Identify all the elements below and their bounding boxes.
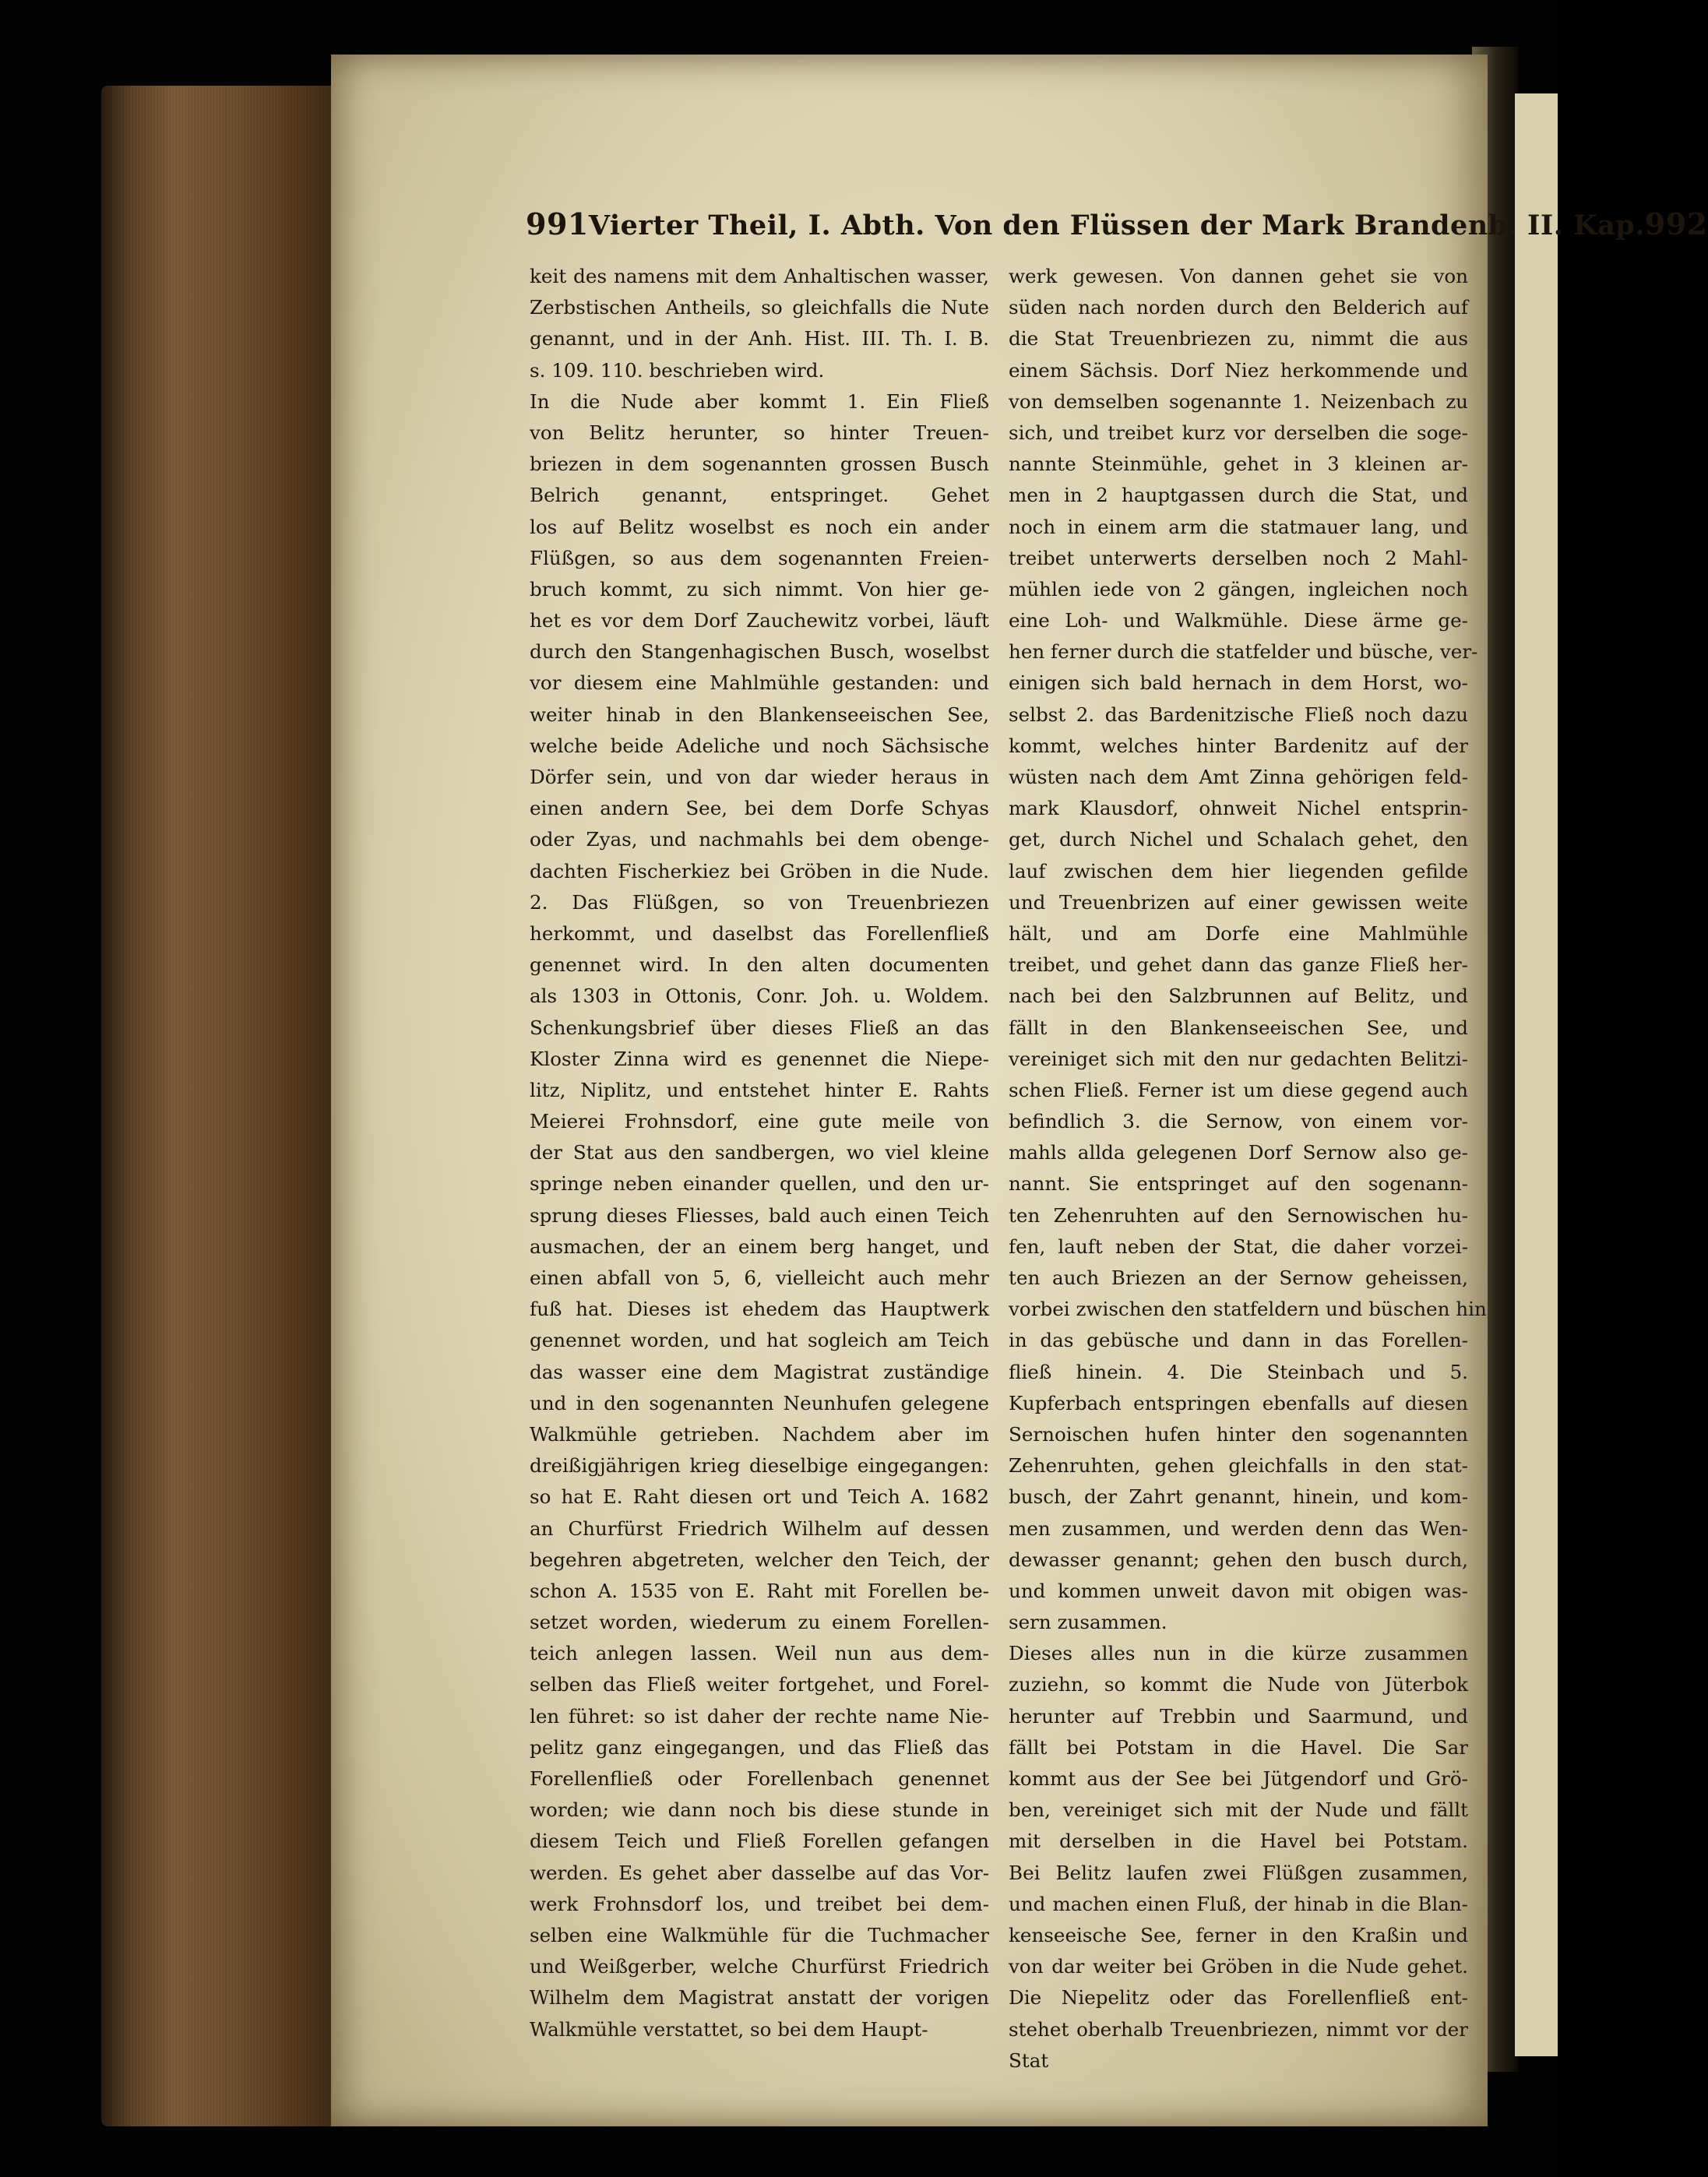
text-line: dachten Fischerkiez bei Gröben in die Nude. (530, 859, 989, 882)
text-line: nannt. Sie entspringet auf den sogenann- (1009, 1172, 1468, 1196)
text-line: fließ hinein. 4. Die Steinbach und 5. (1009, 1360, 1468, 1383)
text-line: einigen sich bald hernach in dem Horst, wo- (1009, 671, 1468, 695)
text-line: selbst 2. das Bardenitzische Fließ noch dazu (1009, 703, 1468, 726)
text-line: Zehenruhten, gehen gleichfalls in den stat- (1009, 1454, 1468, 1478)
text-line: springe neben einander quellen, und den ur- (530, 1172, 989, 1196)
text-line: vorbei zwischen den statfeldern und büschen hin (1009, 1298, 1487, 1321)
text-line: kommt, welches hinter Bardenitz auf der (1009, 734, 1468, 757)
text-line: schen Fließ. Ferner ist um diese gegend auch (1009, 1078, 1468, 1101)
text-line: ben, vereiniget sich mit der Nude und fällt (1009, 1798, 1468, 1822)
text-line: Stat (1009, 2048, 1049, 2072)
page-number-right: 992 (1644, 206, 1708, 241)
facing-page-edge (1515, 93, 1558, 2056)
text-line: Meierei Frohnsdorf, eine gute meile von (530, 1110, 989, 1133)
text-line: selben eine Walkmühle für die Tuchmacher (530, 1923, 989, 1946)
page-header (526, 206, 1708, 241)
text-line: befindlich 3. die Sernow, von einem vor- (1009, 1110, 1468, 1133)
text-line: teich anlegen lassen. Weil nun aus dem- (530, 1642, 989, 1665)
text-line: busch, der Zahrt genannt, hinein, und kom- (1009, 1485, 1468, 1509)
text-line: Kupferbach entspringen ebenfalls auf diesen (1009, 1391, 1468, 1414)
text-line: worden; wie dann noch bis diese stunde in (530, 1798, 989, 1822)
text-line: wüsten nach dem Amt Zinna gehörigen feld- (1009, 766, 1468, 788)
text-line: der Stat aus den sandbergen, wo viel kleine (530, 1141, 989, 1164)
text-line: het es vor dem Dorf Zauchewitz vorbei, läuft (530, 609, 989, 632)
text-line: dewasser genannt; gehen den busch durch, (1009, 1548, 1468, 1571)
text-line: als 1303 in Ottonis, Conr. Joh. u. Woldem. (530, 985, 989, 1008)
text-line: setzet worden, wiederum zu einem Forellen- (530, 1611, 989, 1634)
text-line: vereiniget sich mit den nur gedachten Belitzi- (1009, 1047, 1468, 1070)
text-line: eine Loh- und Walkmühle. Diese ärme ge- (1009, 609, 1468, 632)
text-line: an Churfürst Friedrich Wilhelm auf dessen (530, 1517, 989, 1540)
text-line: Walkmühle verstattet, so bei dem Haupt- (530, 2017, 928, 2041)
text-line: get, durch Nichel und Schalach gehet, den (1009, 828, 1468, 851)
text-line: len führet: so ist daher der rechte name Nie- (530, 1704, 989, 1728)
text-line: s. 109. 110. beschrieben wird. (530, 358, 825, 382)
text-line: von demselben sogenannte 1. Neizenbach zu (1009, 389, 1468, 413)
text-line: fällt bei Potstam in die Havel. Die Sar (1009, 1735, 1468, 1759)
text-line: und in den sogenannten Neunhufen gelegene (530, 1391, 989, 1414)
text-line: das wasser eine dem Magistrat zuständige (530, 1360, 989, 1383)
text-line: treibet unterwerts derselben noch 2 Mahl- (1009, 546, 1468, 569)
text-line: begehren abgetreten, welcher den Teich, der (530, 1548, 989, 1571)
text-line: pelitz ganz eingegangen, und das Fließ das (530, 1735, 989, 1759)
text-line: herkommt, und daselbst das Forellenfließ (530, 921, 989, 945)
text-line: einem Sächsis. Dorf Niez herkommende und (1009, 358, 1468, 382)
text-line: herunter auf Trebbin und Saarmund, und (1009, 1704, 1468, 1728)
text-line: genannt, und in der Anh. Hist. III. Th. I. B. (530, 327, 989, 351)
text-line: nannte Steinmühle, gehet in 3 kleinen ar- (1009, 453, 1468, 476)
text-line: mühlen iede von 2 gängen, ingleichen noch (1009, 577, 1468, 601)
text-line: mark Klausdorf, ohnweit Nichel entsprin- (1009, 797, 1468, 820)
text-line: süden nach norden durch den Belderich auf (1009, 296, 1468, 319)
text-line: vor diesem eine Mahlmühle gestanden: und (530, 671, 989, 695)
text-line: fuß hat. Dieses ist ehedem das Hauptwerk (530, 1298, 989, 1321)
text-line: fällt in den Blankenseeischen See, und (1009, 1016, 1468, 1039)
text-line: lauf zwischen dem hier liegenden gefilde (1009, 859, 1468, 882)
text-line: dreißigjährigen krieg dieselbige eingegangen: (530, 1454, 989, 1478)
text-line: sern zusammen. (1009, 1611, 1167, 1634)
text-line: selben das Fließ weiter fortgehet, und Forel- (530, 1673, 989, 1696)
text-line: ausmachen, der an einem berg hanget, und (530, 1235, 989, 1258)
text-line: men zusammen, und werden denn das Wen- (1009, 1517, 1468, 1540)
text-line: weiter hinab in den Blankenseeischen See, (530, 703, 989, 726)
text-line: Walkmühle getrieben. Nachdem aber im (530, 1422, 989, 1446)
running-title: Vierter Theil, I. Abth. Von den Flüssen der Mark Brandenb. II. Kap. (588, 210, 1645, 241)
text-line: und Treuenbrizen auf einer gewissen weite (1009, 890, 1468, 914)
text-line: von dar weiter bei Gröben in die Nude gehet. (1009, 1955, 1468, 1978)
text-line: kommt aus der See bei Jütgendorf und Grö- (1009, 1767, 1468, 1790)
text-line: Zerbstischen Antheils, so gleichfalls die Nute (530, 296, 989, 319)
text-line: so hat E. Raht diesen ort und Teich A. 1682 (530, 1485, 989, 1509)
text-line: Die Niepelitz oder das Forellenfließ ent- (1009, 1986, 1468, 2010)
text-line: litz, Niplitz, und entstehet hinter E. Rahts (530, 1078, 989, 1101)
text-line: von Belitz herunter, so hinter Treuen- (530, 421, 989, 444)
text-line: Wilhelm dem Magistrat anstatt der vorigen (530, 1986, 989, 2010)
text-column-left (530, 261, 989, 2045)
text-line: sprung dieses Fliesses, bald auch einen Teich (530, 1203, 989, 1227)
text-line: fen, lauft neben der Stat, die daher vorzei- (1009, 1235, 1468, 1258)
text-line: ten Zehenruhten auf den Sernowischen hu- (1009, 1203, 1468, 1227)
text-line: welche beide Adeliche und noch Sächsische (530, 734, 989, 757)
book-fore-edge (101, 86, 343, 2126)
text-line: einen abfall von 5, 6, vielleicht auch mehr (530, 1266, 989, 1289)
text-line: oder Zyas, und nachmahls bei dem obenge- (530, 828, 989, 851)
text-line: ten auch Briezen an der Sernow geheissen, (1009, 1266, 1468, 1289)
text-line: nach bei den Salzbrunnen auf Belitz, und (1009, 985, 1468, 1008)
text-line: die Stat Treuenbriezen zu, nimmt die aus (1009, 327, 1468, 351)
text-line: Dörfer sein, und von dar wieder heraus in (530, 766, 989, 788)
text-line: Flüßgen, so aus dem sogenannten Freien- (530, 546, 989, 569)
text-column-right (1009, 261, 1487, 2077)
text-line: Kloster Zinna wird es genennet die Niepe- (530, 1047, 989, 1070)
text-line: und machen einen Fluß, der hinab in die Blan- (1009, 1892, 1468, 1915)
text-line: In die Nude aber kommt 1. Ein Fließ (530, 389, 989, 413)
text-line: einen andern See, bei dem Dorfe Schyas (530, 797, 989, 820)
text-line: durch den Stangenhagischen Busch, woselbst (530, 640, 989, 664)
book-page (331, 55, 1708, 2126)
text-line: 2. Das Flüßgen, so von Treuenbriezen (530, 890, 989, 914)
text-line: keit des namens mit dem Anhaltischen wasser, (530, 265, 989, 287)
text-line: Forellenfließ oder Forellenbach genennet (530, 1767, 989, 1790)
text-line: mit derselben in die Havel bei Potstam. (1009, 1830, 1468, 1853)
text-line: treibet, und gehet dann das ganze Fließ her- (1009, 953, 1468, 977)
text-line: Schenkungsbrief über dieses Fließ an das (530, 1016, 989, 1039)
text-line: briezen in dem sogenannten grossen Busch (530, 453, 989, 476)
text-line: schon A. 1535 von E. Raht mit Forellen be- (530, 1579, 989, 1602)
text-line: Dieses alles nun in die kürze zusammen (1009, 1642, 1468, 1665)
page-number-left: 991 (526, 206, 589, 241)
text-line: genennet wird. In den alten documenten (530, 953, 989, 977)
text-line: hen ferner durch die statfelder und büsche, ver- (1009, 640, 1478, 664)
text-line: hält, und am Dorfe eine Mahlmühle (1009, 921, 1468, 945)
text-line: werk gewesen. Von dannen gehet sie von (1009, 265, 1468, 287)
text-line: diesem Teich und Fließ Forellen gefangen (530, 1830, 989, 1853)
text-line: genennet worden, und hat sogleich am Teich (530, 1329, 989, 1352)
text-line: zuziehn, so kommt die Nude von Jüterbok (1009, 1673, 1468, 1696)
text-line: und kommen unweit davon mit obigen was- (1009, 1579, 1468, 1602)
text-line: werden. Es gehet aber dasselbe auf das Vor- (530, 1861, 989, 1884)
text-line: sich, und treibet kurz vor derselben die soge- (1009, 421, 1468, 444)
text-line: Belrich genannt, entspringet. Gehet (530, 484, 989, 507)
text-line: in das gebüsche und dann in das Forellen- (1009, 1329, 1468, 1352)
text-line: und Weißgerber, welche Churfürst Friedrich (530, 1955, 989, 1978)
text-line: men in 2 hauptgassen durch die Stat, und (1009, 484, 1468, 507)
text-line: kenseeische See, ferner in den Kraßin und (1009, 1923, 1468, 1946)
text-line: los auf Belitz woselbst es noch ein ander (530, 515, 989, 538)
text-line: mahls allda gelegenen Dorf Sernow also ge- (1009, 1141, 1468, 1164)
text-line: bruch kommt, zu sich nimmt. Von hier ge- (530, 577, 989, 601)
text-line: noch in einem arm die statmauer lang, und (1009, 515, 1468, 538)
text-line: Bei Belitz laufen zwei Flüßgen zusammen, (1009, 1861, 1468, 1884)
text-line: werk Frohnsdorf los, und treibet bei dem- (530, 1892, 989, 1915)
text-line: Sernoischen hufen hinter den sogenannten (1009, 1422, 1468, 1446)
text-line: stehet oberhalb Treuenbriezen, nimmt vor der (1009, 2017, 1468, 2041)
